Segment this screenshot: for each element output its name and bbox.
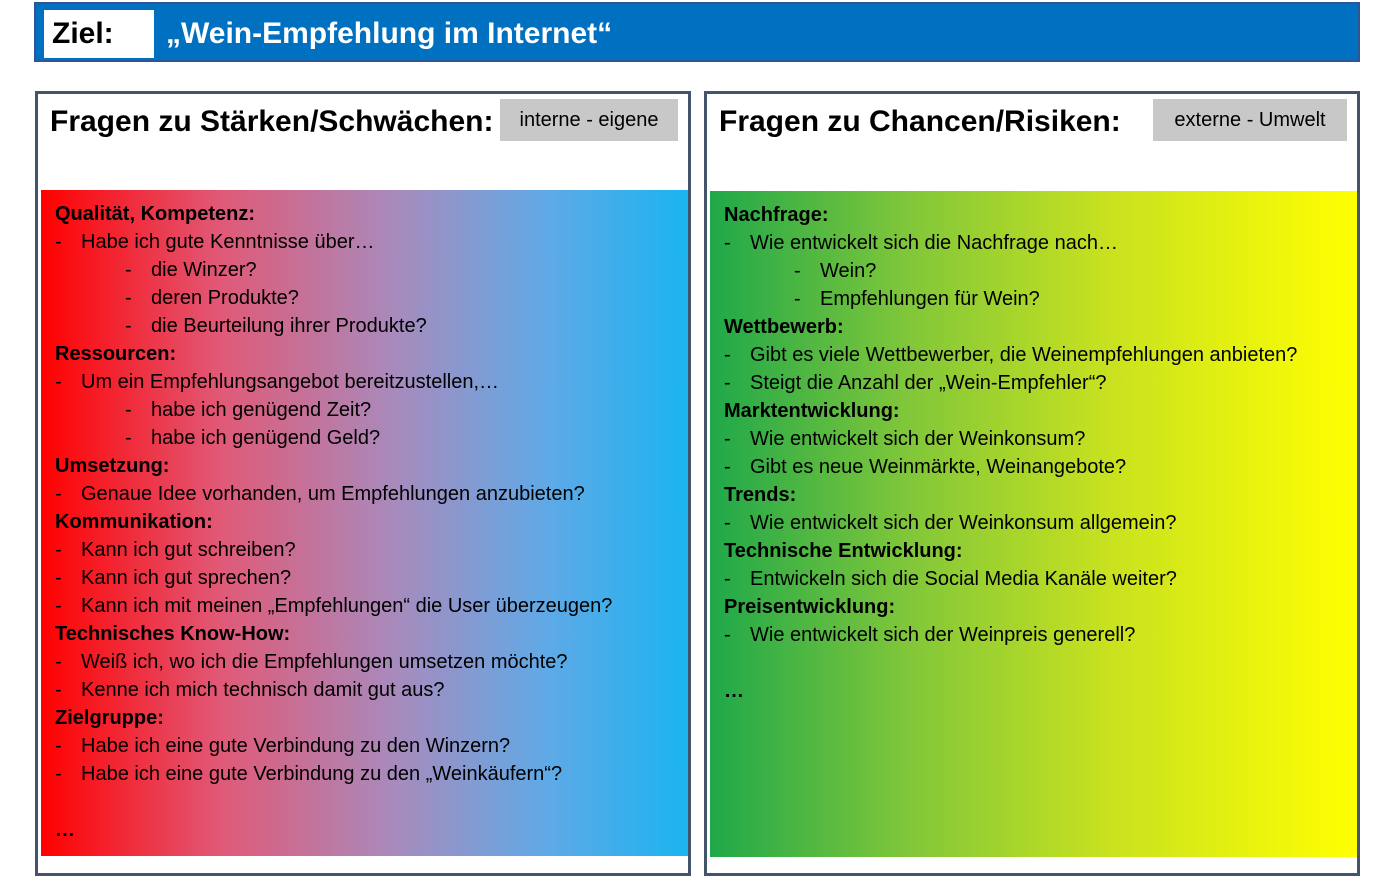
list-item — [724, 229, 1357, 257]
section-heading: Zielgruppe: — [55, 707, 164, 729]
sub-list-item — [724, 257, 1357, 285]
list-item-text: Wein? — [820, 260, 877, 282]
bullet-dash: - — [55, 231, 62, 253]
section-heading: Kommunikation: — [55, 511, 213, 533]
list-item-text: Habe ich gute Kenntnisse über… — [81, 231, 375, 253]
list-item-text: Wie entwickelt sich der Weinkonsum? — [750, 428, 1086, 450]
list-item — [55, 228, 688, 256]
bullet-dash: - — [724, 624, 731, 646]
list-item-text: Genaue Idee vorhanden, um Empfehlungen anzubieten? — [81, 483, 585, 505]
list-item-text: deren Produkte? — [151, 287, 299, 309]
bullet-dash: - — [794, 288, 801, 310]
section-heading: Trends: — [724, 484, 797, 506]
list-item — [55, 564, 688, 592]
bullet-dash: - — [125, 259, 132, 281]
spacer — [55, 788, 688, 816]
sub-list-item — [55, 284, 688, 312]
sub-list-item — [55, 424, 688, 452]
list-item — [724, 341, 1357, 369]
sub-list-item — [55, 256, 688, 284]
list-item — [724, 369, 1357, 397]
section-heading: Nachfrage: — [724, 204, 829, 226]
list-item — [55, 592, 688, 620]
list-item-text: Kann ich gut sprechen? — [81, 567, 292, 589]
list-item-text: Empfehlungen für Wein? — [820, 288, 1040, 310]
list-item-text: Wie entwickelt sich der Weinpreis generell? — [750, 624, 1136, 646]
list-item — [55, 480, 688, 508]
bullet-dash: - — [125, 399, 132, 421]
list-item-text: die Winzer? — [151, 259, 257, 281]
list-item — [55, 732, 688, 760]
sub-list-item — [724, 285, 1357, 313]
list-item-text: Kann ich mit meinen „Empfehlungen“ die User überzeugen? — [81, 595, 613, 617]
list-item-text: Steigt die Anzahl der „Wein-Empfehler“? — [750, 372, 1107, 394]
list-item — [55, 648, 688, 676]
ellipsis: … — [55, 819, 75, 841]
bullet-dash: - — [724, 456, 731, 478]
bullet-dash: - — [55, 539, 62, 561]
bullet-dash: - — [125, 287, 132, 309]
list-item-text: Habe ich eine gute Verbindung zu den Winzern? — [81, 735, 511, 757]
list-item-text: Weiß ich, wo ich die Empfehlungen umsetzen möchte? — [81, 651, 568, 673]
external-tag: externe - Umwelt — [1153, 99, 1347, 141]
ellipsis: … — [724, 680, 744, 702]
section-heading: Preisentwicklung: — [724, 596, 896, 618]
bullet-dash: - — [724, 372, 731, 394]
opportunities-risks-panel — [704, 91, 1360, 876]
bullet-dash: - — [55, 483, 62, 505]
bullet-dash: - — [55, 735, 62, 757]
bullet-dash: - — [55, 651, 62, 673]
sub-list-item — [55, 396, 688, 424]
title-bar — [34, 2, 1360, 62]
list-item-text: Gibt es viele Wettbewerber, die Weinempfehlungen anbieten? — [750, 344, 1298, 366]
title-text: „Wein-Empfehlung im Internet“ — [166, 17, 613, 50]
list-item-text: die Beurteilung ihrer Produkte? — [151, 315, 427, 337]
list-item-text: Gibt es neue Weinmärkte, Weinangebote? — [750, 456, 1127, 478]
bullet-dash: - — [55, 595, 62, 617]
bullet-dash: - — [125, 427, 132, 449]
section-heading: Qualität, Kompetenz: — [55, 203, 256, 225]
list-item — [55, 760, 688, 788]
list-item — [724, 565, 1357, 593]
list-item — [55, 536, 688, 564]
bullet-dash: - — [724, 428, 731, 450]
bullet-dash: - — [794, 260, 801, 282]
strengths-weaknesses-list — [41, 190, 688, 856]
bullet-dash: - — [724, 512, 731, 534]
list-item-text: Entwickeln sich die Social Media Kanäle weiter? — [750, 568, 1177, 590]
section-heading: Marktentwicklung: — [724, 400, 900, 422]
bullet-dash: - — [125, 315, 132, 337]
section-heading: Ressourcen: — [55, 343, 177, 365]
section-heading: Umsetzung: — [55, 455, 170, 477]
opportunities-risks-list — [710, 191, 1357, 857]
list-item — [724, 621, 1357, 649]
bullet-dash: - — [55, 679, 62, 701]
title-label: Ziel: — [44, 10, 154, 58]
section-heading: Technisches Know-How: — [55, 623, 291, 645]
bullet-dash: - — [724, 568, 731, 590]
spacer — [724, 649, 1357, 677]
list-item-text: Habe ich eine gute Verbindung zu den „Weinkäufern“? — [81, 763, 563, 785]
strengths-weaknesses-heading: Fragen zu Stärken/Schwächen: — [50, 105, 494, 138]
list-item-text: Kenne ich mich technisch damit gut aus? — [81, 679, 445, 701]
bullet-dash: - — [724, 232, 731, 254]
list-item — [724, 453, 1357, 481]
internal-tag: interne - eigene — [500, 99, 678, 141]
list-item — [724, 509, 1357, 537]
list-item-text: Wie entwickelt sich der Weinkonsum allgemein? — [750, 512, 1177, 534]
section-heading: Wettbewerb: — [724, 316, 844, 338]
list-item — [55, 368, 688, 396]
opportunities-risks-heading: Fragen zu Chancen/Risiken: — [719, 105, 1121, 138]
list-item-text: Um ein Empfehlungsangebot bereitzustellen,… — [81, 371, 500, 393]
bullet-dash: - — [55, 567, 62, 589]
list-item — [55, 676, 688, 704]
bullet-dash: - — [724, 344, 731, 366]
bullet-dash: - — [55, 371, 62, 393]
bullet-dash: - — [55, 763, 62, 785]
strengths-weaknesses-panel — [35, 91, 691, 876]
list-item-text: Wie entwickelt sich die Nachfrage nach… — [750, 232, 1118, 254]
sub-list-item — [55, 312, 688, 340]
section-heading: Technische Entwicklung: — [724, 540, 963, 562]
list-item — [724, 425, 1357, 453]
list-item-text: Kann ich gut schreiben? — [81, 539, 296, 561]
list-item-text: habe ich genügend Zeit? — [151, 399, 372, 421]
list-item-text: habe ich genügend Geld? — [151, 427, 381, 449]
